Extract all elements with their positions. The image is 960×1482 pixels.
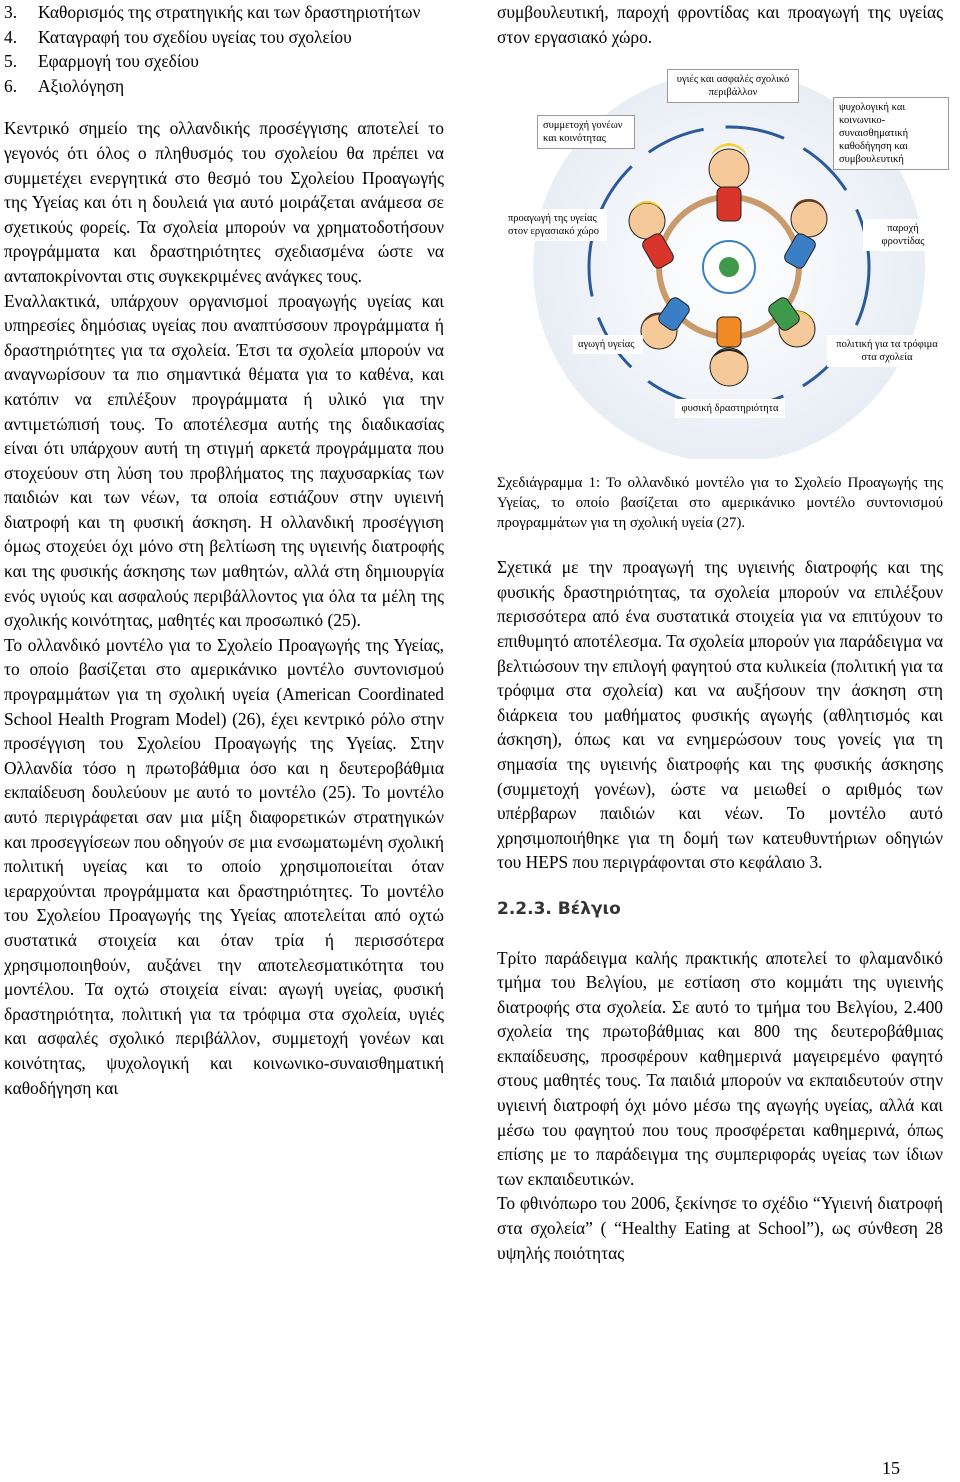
diagram-label-workplace: προαγωγή της υγείας στον εργασιακό χώρο bbox=[503, 209, 607, 241]
diagram-label-physical: φυσική δραστηριότητα bbox=[675, 399, 785, 418]
diagram-label-environment: υγιές και ασφαλές σχολικό περιβάλλον bbox=[667, 69, 799, 103]
right-column bbox=[497, 0, 943, 1265]
diagram-label-psychological: ψυχολογική και κοινωνικο-συναισθηματική καθοδήγηση και συμβουλευτική bbox=[833, 97, 949, 170]
section-heading: 2.2.3. Βέλγιο bbox=[497, 898, 621, 919]
diagram-label-care: παροχή φροντίδας bbox=[863, 219, 943, 251]
school-health-model-diagram bbox=[497, 59, 943, 459]
left-paragraph-1: Κεντρικό σημείο της ολλανδικής προσέγγισης αποτελεί το γεγονός ότι όλος ο πληθυσμός του σχολείου θα πρέπει να συμμετέχει ενεργητικά στο θεσμό του Σχολείου Προαγωγής της Υγείας και ότι η δουλειά για αυτό μοιράζεται ανάμεσα σε σχετικούς φορείς. Τα σχολεία μπορούν να χρηματοδοτήσουν προγράμματα και δραστηριότητες σχεδιασμένα ώστε να ανταποκρίνονται στις συγκεκριμένες ανάγκες τους. bbox=[4, 118, 444, 286]
list-item: 3. Καθορισμός της στρατηγικής και των δραστηριοτήτων bbox=[4, 2, 421, 22]
right-paragraph-3: Το φθινόπωρο του 2006, ξεκίνησε το σχέδιο “Υγιεινή διατροφή στα σχολεία” ( “Healthy Eating at School”), ως σύνθεση 28 υψηλής ποιότητας bbox=[497, 1193, 943, 1263]
right-paragraph-2: Τρίτο παράδειγμα καλής πρακτικής αποτελεί το φλαμανδικό τμήμα του Βελγίου, με εστίαση στο κομμάτι της υγιεινής διατροφής στα σχολεία. Σε αυτό το τμήμα του Βελγίου, 2.400 σχολεία της πρωτοβάθμιας και 800 της δευτεροβάθμιας εκπαίδευσης, προσφέρουν καθημερινά μαγειρεμένο φαγητό στους μαθητές τους. Τα παιδιά μπορούν να εκπαιδευτούν στην υγιεινή διατροφή όχι μόνο μέσω της αγωγής υγείας, αλλά και μέσω του φαγητού που τους προσφέρεται καθημερινά, όπως επίσης με το παράδειγμα της συμπεριφοράς υγείας των ίδιων των εκπαιδευτικών. bbox=[497, 947, 943, 1189]
right-top-text: συμβουλευτική, παροχή φροντίδας και προαγωγή της υγείας στον εργασιακό χώρο. bbox=[497, 2, 943, 47]
right-paragraph-1: Σχετικά με την προαγωγή της υγιεινής διατροφής και της φυσικής δραστηριότητας, τα σχολεία μπορούν να επιλέξουν περισσότερα από ένα συστατικά στοιχεία για να επιτύχουν το επιθυμητό αποτέλεσμα. Τα σχολεία μπορούν για παράδειγμα να βελτιώσουν την επιλογή φαγητού στα κυλικεία (πολιτική για τα τρόφιμα στα σχολεία) και να αυξήσουν την άσκηση στη διάρκεια του μαθήματος φυσικής αγωγής (αθλητισμός και άσκηση), όπως και να ενημερώσουν τους γονείς για τη σημασία της υγιεινής διατροφής και της φυσικής άσκησης (συμμετοχή γονέων), ώστε να μειωθεί ο αριθμός των υπέρβαρων παιδιών και νέων. Το μοντέλο αυτό χρησιμοποιήθηκε για τη δομή των κατευθυντήριων οδηγιών του HEPS που περιγράφονται στο κεφάλαιο 3. bbox=[497, 557, 943, 873]
steps-list bbox=[4, 0, 444, 98]
left-paragraph-3: Το ολλανδικό μοντέλο για το Σχολείο Προαγωγής της Υγείας, το οποίο βασίζεται στο αμερικάνικο μοντέλο συντονισμού προγραμμάτων για τη σχολική υγεία (American Coordinated School Health Program Model) (26), έχει κεντρικό ρόλο στην προσέγγιση του Σχολείου Προαγωγής της Υγείας. Στην Ολλανδία τόσο η πρωτοβάθμια όσο και η δευτεροβάθμια εκπαίδευση δουλεύουν με αυτό το μοντέλο (25). Το μοντέλο αυτό περιγράφεται σαν μια μίξη διαφορετικών στρατηγικών και προσεγγίσεων που οδηγούν σε μια ενσωματωμένη σχολική πολιτική υγείας και το οποίο χρησιμοποιείται όταν ιεραρχούνται προγράμματα και δραστηριότητες. Το μοντέλο του Σχολείου Προαγωγής της Υγείας αποτελείται από οχτώ συστατικά στοιχεία και όταν τρία ή περισσότερα χρησιμοποιηθούν, αυξάνει την αποτελεσματικότητα του μοντέλου. Τα οχτώ στοιχεία είναι: αγωγή υγείας, φυσική δραστηριότητα, πολιτική για τα τρόφιμα στα σχολεία, υγιές και ασφαλές σχολικό περιβάλλον, συμμετοχή γονέων και κοινότητας, ψυχολογική και κοινωνικο-συναισθηματική καθοδήγηση και bbox=[4, 634, 444, 1098]
page-number: 15 bbox=[882, 1458, 900, 1478]
left-column bbox=[4, 0, 444, 1100]
list-item: 4. Καταγραφή του σχεδίου υγείας του σχολείου bbox=[4, 26, 352, 47]
diagram-label-parents: συμμετοχή γονέων και κοινότητας bbox=[537, 115, 635, 149]
diagram-label-food-policy: πολιτική για τα τρόφιμα στα σχολεία bbox=[827, 335, 947, 367]
diagram-label-education: αγωγή υγείας bbox=[573, 335, 643, 354]
diagram-caption: Σχεδιάγραμμα 1: Το ολλανδικό μοντέλο για το Σχολείο Προαγωγής της Υγείας, το οποίο βασίζεται στο αμερικάνικο μοντέλο συντονισμού προγραμμάτων για τη σχολική υγεία (27). bbox=[497, 475, 943, 532]
list-item: 6. Αξιολόγηση bbox=[4, 75, 125, 96]
list-item: 5. Εφαρμογή του σχεδίου bbox=[4, 51, 199, 72]
left-paragraph-2: Εναλλακτικά, υπάρχουν οργανισμοί προαγωγής υγείας και υπηρεσίες δημόσιας υγείας που αναπτύσσουν προγράμματα ή δραστηριότητες για τα σχολεία. Έτσι τα σχολεία μπορούν να αναγνωρίσουν τα πιο σημαντικά θέματα για το καθένα, και κατόπιν να επιλέξουν προγράμματα ή υλικό για την αντιμετώπισή τους. Το αποτέλεσμα αυτής της διαδικασίας είναι ότι υπάρχουν αυτή τη στιγμή αρκετά προγράμματα που στοχεύουν στη λύση του προβλήματος της παχυσαρκίας των παιδιών και των νέων, τα οποία εστιάζουν στην υγιεινή διατροφή και τη φυσική άσκηση. Η ολλανδική προσέγγιση όμως στοχεύει όχι μόνο στη βελτίωση της υγιεινής διατροφής και της φυσικής άσκησης των μαθητών, αλλά στη δημιουργία ενός υγιούς και ασφαλούς περιβάλλοντος για όλα τα μέλη της σχολικής κοινότητας, μαθητές και προσωπικό (25). bbox=[4, 290, 444, 631]
